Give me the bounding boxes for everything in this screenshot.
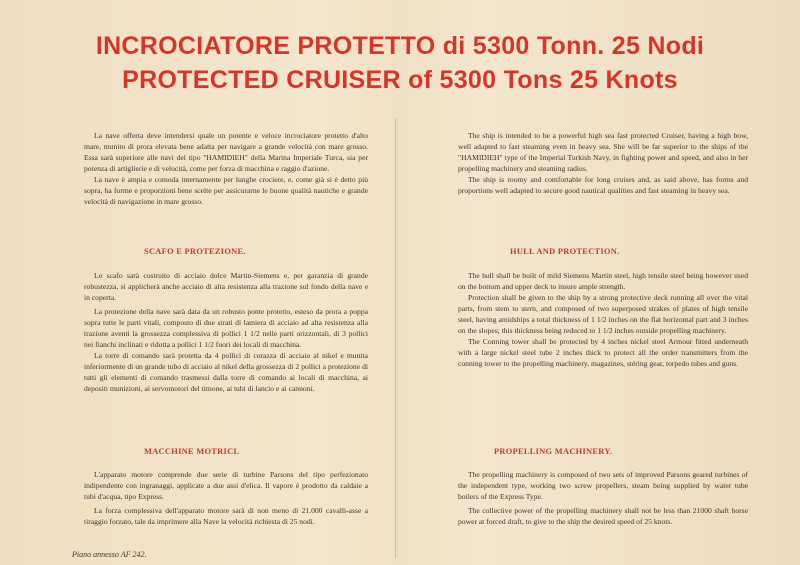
left-machinery [84,469,368,527]
right-hull-paragraph: The Conning tower shall be protected by 4 inches nickel steel Armour fitted underneath with a large nickel steel tube 2 inches thick to protect all the order transmitters from the conning tower to the propelling machinery, magazines, stéring gear, torpedo tubes and guns. [458,337,748,368]
right-machinery-paragraph: The collective power of the propelling machinery shall not be less than 21000 shaft horse power at forced draft, to give to the ship the desired speed of 25 knots. [458,506,748,526]
left-hull-paragraph: Lo scafo sarà costruito di acciaio dolce Martin-Siemens e, per garanzia di grande robustezza, si applicherà anche acciaio di alta resistenza alla trazione sul fondo della nave e in coperta. [84,271,368,302]
left-hull-paragraph: La torre di comando sarà protetta da 4 pollici di corazza di acciaio al nikel e munita inferiormente di un grande tubo di acciaio al nikel della grossezza di 2 pollici a protezione di tutti gli elementi di comando trasmessi dalla torre di comando ai locali di macchina, ai depositi munizioni, ai servomotori del timone, ai tubi di lancio e ai cannoni. [84,351,368,393]
right-hull [458,270,748,369]
title-english: PROTECTED CRUISER of 5300 Tons 25 Knots [122,66,678,94]
left-hull-paragraph: La protezione della nave sarà data da un robusto ponte protetto, esteso da prora a poppa sopra tutte le parti vitali, composto di due strati di lamiera di acciaio ad alta resistenza alla trazione aventi la grossezza complessiva di pollici 1 1/2 nelle parti orizzontali, di 3 pollici nei fianchi inclinati e ridotta a pollici 1 1/2 fuori dei locali di macchina. [84,307,368,349]
right-machinery [458,469,748,527]
left-hull [84,270,368,394]
left-intro-paragraph: La nave offerta deve intendersi quale un potente e veloce incrociatore protetto d'alto mare, munito di prora elevata bene adatta per navigare a grande velocità con mare grosso. Essa sarà superiore alle navi del tipo "HAMIDIEH" della Marina Imperiale Turca, sia per potenza di artiglierie e di velocità, come per forza di macchina e raggio d'azione. [84,131,368,173]
page-fold-highlight [397,118,398,558]
title-italian: INCROCIATORE PROTETTO di 5300 Tonn. 25 Nodi [95,32,705,60]
right-intro-paragraph: The ship is intended to be a powerful high sea fast protected Cruiser, having a high bow, well adapted to fast steaming even in heavy sea. She will be far superior to the ships of the "HAMIDIEH" type of the Imperial Turkish Navy, in fighting power and speed, and also in her propelling machinery and steaming radius. [458,131,748,173]
right-intro-paragraph: The ship is roomy and comfortable for long cruises and, as said above, has forms and proportions well adapted to secure good nautical qualities and fast steaming in heavy sea. [458,175,748,195]
footnote: Piano annesso AF 242. [72,550,147,559]
right-intro [458,130,748,196]
left-machinery-paragraph: La forza complessiva dell'apparato motore sarà di non meno di 21.000 cavalli-asse a tiraggio forzato, tale da imprimere alla Nave la velocità richiesta di 25 nodi. [84,506,368,526]
right-machinery-paragraph: The propelling machinery is composed of two sets of improved Parsons geared turbines of the independent type, working two screw propellers, steam being supplied by water tube boilers of the Express Type. [458,470,748,501]
page-fold [395,118,396,558]
right-machinery-heading: PROPELLING MACHINERY. [494,447,613,456]
left-machinery-paragraph: L'apparato motore comprende due serie di turbine Parsons del tipo perfezionato indipendente con ingranaggi, applicate a due assi d'elica. Il vapore è prodotto da caldaie a tubi d'acqua, tipo Express. [84,470,368,501]
right-hull-paragraph: Protection shall be given to the ship by a strong protective deck running all over the vital parts, from stem to stern, and composed of two superposed strakes of plates of high tensile steel, having amidships a total thickness of 1 1/2 inches on the flat horizontal part and 3 inches on the slopes; this thickness being reduced to 1 1/2 inches outside propelling machinery. [458,293,748,335]
right-hull-paragraph: The hull shall be built of mild Siemens Martin steel, high tensile steel being however used on the bottom and upper deck to insure ample strength. [458,271,748,291]
left-machinery-heading: MACCHINE MOTRICI. [144,447,240,456]
left-hull-heading: SCAFO E PROTEZIONE. [144,247,246,256]
left-intro [84,130,368,207]
right-hull-heading: HULL AND PROTECTION. [510,247,620,256]
left-intro-paragraph: La nave è ampia e comoda internamente per lunghe crociere, e, come già si è detto più sopra, ha forme e proporzioni bene scelte per assicurarne le buone qualità nautiche e grande velocità di navigazione in mare grosso. [84,175,368,206]
